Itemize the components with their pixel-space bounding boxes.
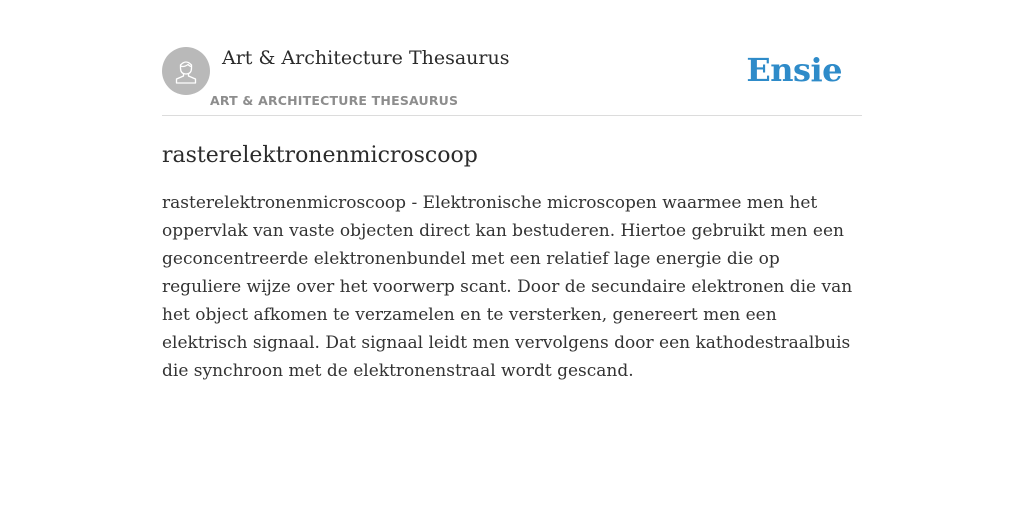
- brand-logo[interactable]: Ensie: [746, 51, 842, 89]
- term-definition: rasterelektronenmicroscoop - Elektronische microscopen waarmee men het oppervlak van vaste objecten direct kan bestuderen. Hiertoe gebruikt men een geconcentreerde elektronenbundel met een relatief lage energie die op reguliere wijze over het voorwerp scant. Door de secundaire elektronen die van het object afkomen te verzamelen en te versterken, genereert men een elektrisch signaal. Dat signaal leidt men vervolgens door een kathodestraalbuis die synchroon met de elektronenstraal wordt gescand.: [162, 193, 853, 381]
- source-subtitle[interactable]: ART & ARCHITECTURE THESAURUS: [210, 93, 459, 108]
- term-title: rasterelektronenmicroscoop: [162, 143, 478, 168]
- entry-card: [162, 46, 862, 385]
- user-icon: [171, 56, 201, 86]
- source-avatar[interactable]: [162, 47, 210, 95]
- entry-header: [162, 46, 862, 116]
- source-title[interactable]: Art & Architecture Thesaurus: [222, 47, 510, 69]
